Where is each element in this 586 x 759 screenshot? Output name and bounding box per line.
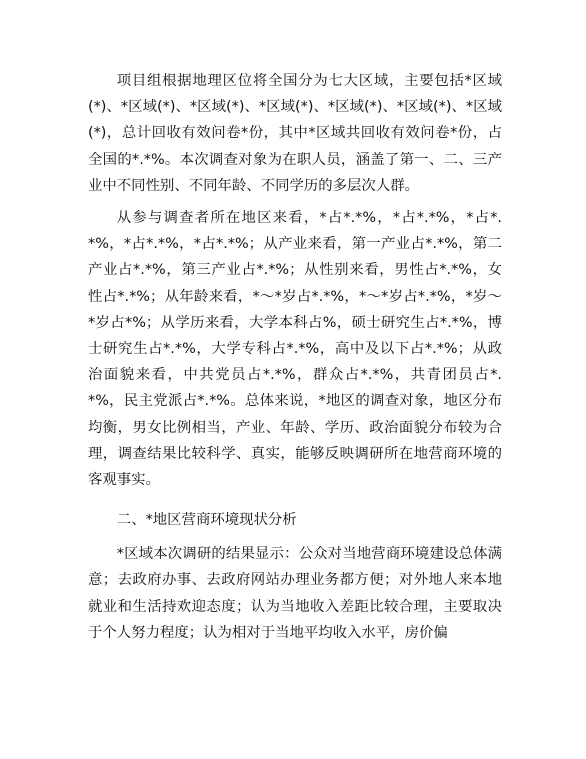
document-page xyxy=(88,68,502,646)
paragraph-respondent-distribution: 从参与调查者所在地区来看，*占*.*%，*占*.*%，*占*.*%，*占*.*%，*占*.*%；从产业来看，第一产业占*.*%，第二产业占*.*%，第三产业占*.*%；从性别来看，男性占*.*%，女性占*.*%；从年龄来看，*～*岁占*.*%，*～*岁占*.*%，*岁～*岁占*%；从学历来看，大学本科占%，硕士研究生占*.*%，博士研究生占*.*%，大学专科占*.*%，高中及以下占*.*%；从政治面貌来看，中共党员占*.*%，群众占*.*%，共青团员占*.*%，民主党派占*.*%。总体来说，*地区的调查对象，地区分布均衡，男女比例相当，产业、年龄、学历、政治面貌分布较为合理，调查结果比较科学、真实，能够反映调研所在地营商环境的客观事实。 xyxy=(88,210,502,489)
section-heading: 二、*地区营商环境现状分析 xyxy=(116,512,297,529)
paragraph-survey-results: *区域本次调研的结果显示：公众对当地营商环境建设总体满意；去政府办事、去政府网站办理业务都方便；对外地人来本地就业和生活持欢迎态度；认为当地收入差距比较合理，主要取决于个人努力程度；认为相对于当地平均收入水平，房价偏 xyxy=(88,546,502,641)
paragraph-regions-overview: 项目组根据地理区位将全国分为七大区域，主要包括*区域(*)、*区域(*)、*区域(*)、*区域(*)、*区域(*)、*区域(*)、*区域(*)，总计回收有效问卷*份，其中*区域共回收有效问卷*份，占全国的*.*%。本次调查对象为在职人员，涵盖了第一、二、三产业中不同性别、不同年龄、不同学历的多层次人群。 xyxy=(88,73,502,194)
